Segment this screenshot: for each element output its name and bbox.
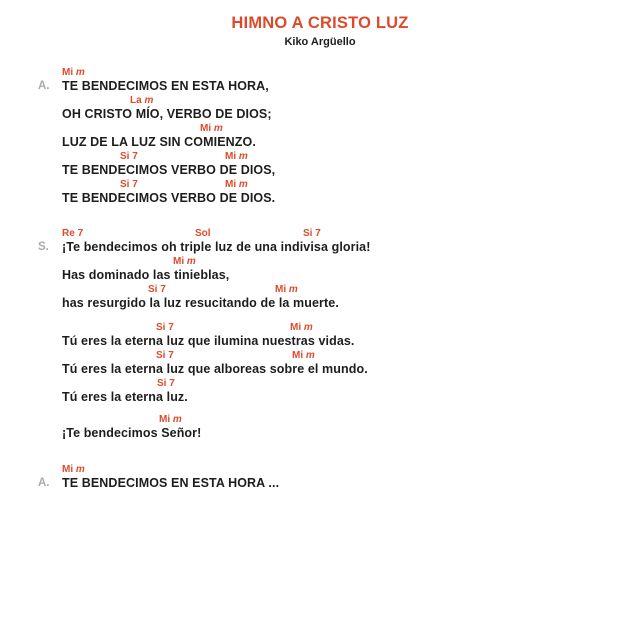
chord-suffix: m [211,123,223,134]
lyric-line: TE BENDECIMOS VERBO DE DIOS. [62,191,276,205]
chord-suffix: 7 [166,378,175,389]
lyric-line: TE BENDECIMOS EN ESTA HORA, [62,79,269,93]
chord [159,413,182,426]
song-line [62,283,602,311]
chord [156,321,174,334]
chord-suffix: m [184,256,196,267]
lyric-line: Tú eres la eterna luz que alboreas sobre el mundo. [62,362,368,376]
chord [173,255,196,268]
song-line [62,255,602,283]
chord-suffix: m [141,95,154,106]
chord-line [62,255,602,268]
chord-root: Si [156,322,166,333]
chord [200,122,223,135]
chord-line [62,349,602,362]
chord [62,463,85,476]
chord-root: La [130,95,142,106]
chord-suffix: m [73,464,85,475]
song-title: HIMNO A CRISTO LUZ [231,14,409,32]
section-label: A. [38,80,50,92]
chord-root: Si [303,228,313,239]
song-line [62,150,602,178]
chord-root: Mi [225,179,237,190]
chord [156,349,174,362]
lyric-line: TE BENDECIMOS EN ESTA HORA ... [62,476,280,490]
chord-root: Mi [275,284,287,295]
chord-root: Mi [292,350,304,361]
chord-suffix: 7 [165,322,174,333]
chord-root: Si [157,378,167,389]
chord-root: Mi [173,256,185,267]
chord-root: Si [120,151,130,162]
chord-suffix: 7 [129,179,138,190]
chord-suffix: 7 [312,228,321,239]
chord-root: Si [148,284,158,295]
lyric-line: LUZ DE LA LUZ SIN COMIENZO. [62,135,256,149]
song-author: Kiko Argüello [284,36,356,48]
chord-suffix: m [236,151,248,162]
chord-suffix: m [170,414,182,425]
chord-line [62,321,602,334]
chord-suffix: m [236,179,248,190]
chord [195,227,211,240]
chord-line [62,150,602,163]
chord-root: Re [62,228,75,239]
chord-root: Mi [200,123,212,134]
chord [225,178,248,191]
song-header [0,14,640,48]
chord [275,283,298,296]
chord [292,349,315,362]
chord-suffix: m [73,67,85,78]
chord-suffix: 7 [165,350,174,361]
lyric-line: OH CRISTO MÍO, VERBO DE DIOS; [62,107,272,121]
chord-line [62,413,602,426]
lyric-line: Tú eres la eterna luz que ilumina nuestras vidas. [62,334,355,348]
lyric-line: Tú eres la eterna luz. [62,390,188,404]
chord-line [62,94,602,107]
song-line [62,349,602,377]
lyric-line: ¡Te bendecimos Señor! [62,426,202,440]
chord-root: Sol [195,228,211,239]
song-section [38,463,602,491]
chord [130,94,153,107]
chord-root: Mi [62,67,74,78]
song-section [62,413,602,441]
lyric-line: has resurgido la luz resucitando de la muerte. [62,296,339,310]
song-line [62,463,602,491]
song-section [38,66,602,206]
song-line [62,122,602,150]
section-label: A. [38,477,50,489]
section-label: S. [38,241,49,253]
song-line [62,413,602,441]
chord-line [62,227,602,240]
lyric-line: TE BENDECIMOS VERBO DE DIOS, [62,163,276,177]
chord [157,377,175,390]
song-line [62,66,602,94]
chord-suffix: 7 [157,284,166,295]
chord-line [62,377,602,390]
chord-line [62,66,602,79]
chord-suffix: m [301,322,313,333]
song-body [38,66,602,491]
lyric-line: ¡Te bendecimos oh triple luz de una indivisa gloria! [62,240,371,254]
chord [290,321,313,334]
song-line [62,227,602,255]
song-section [62,321,602,405]
chord-root: Mi [159,414,171,425]
chord-line [62,463,602,476]
song-line [62,377,602,405]
chord [62,227,83,240]
song-line [62,94,602,122]
chord-root: Mi [62,464,74,475]
chord [62,66,85,79]
chord-line [62,283,602,296]
chord [225,150,248,163]
chord [303,227,321,240]
chord-suffix: 7 [129,151,138,162]
song-line [62,321,602,349]
chord [120,150,138,163]
chord [148,283,166,296]
lyric-line: Has dominado las tinieblas, [62,268,230,282]
chord-line [62,178,602,191]
song-section [38,227,602,311]
chord-suffix: 7 [74,228,84,239]
song-line [62,178,602,206]
chord [120,178,138,191]
chord-line [62,122,602,135]
chord-root: Si [156,350,166,361]
chord-root: Mi [225,151,237,162]
chord-root: Mi [290,322,302,333]
chord-root: Si [120,179,130,190]
chord-suffix: m [286,284,298,295]
chord-suffix: m [303,350,315,361]
